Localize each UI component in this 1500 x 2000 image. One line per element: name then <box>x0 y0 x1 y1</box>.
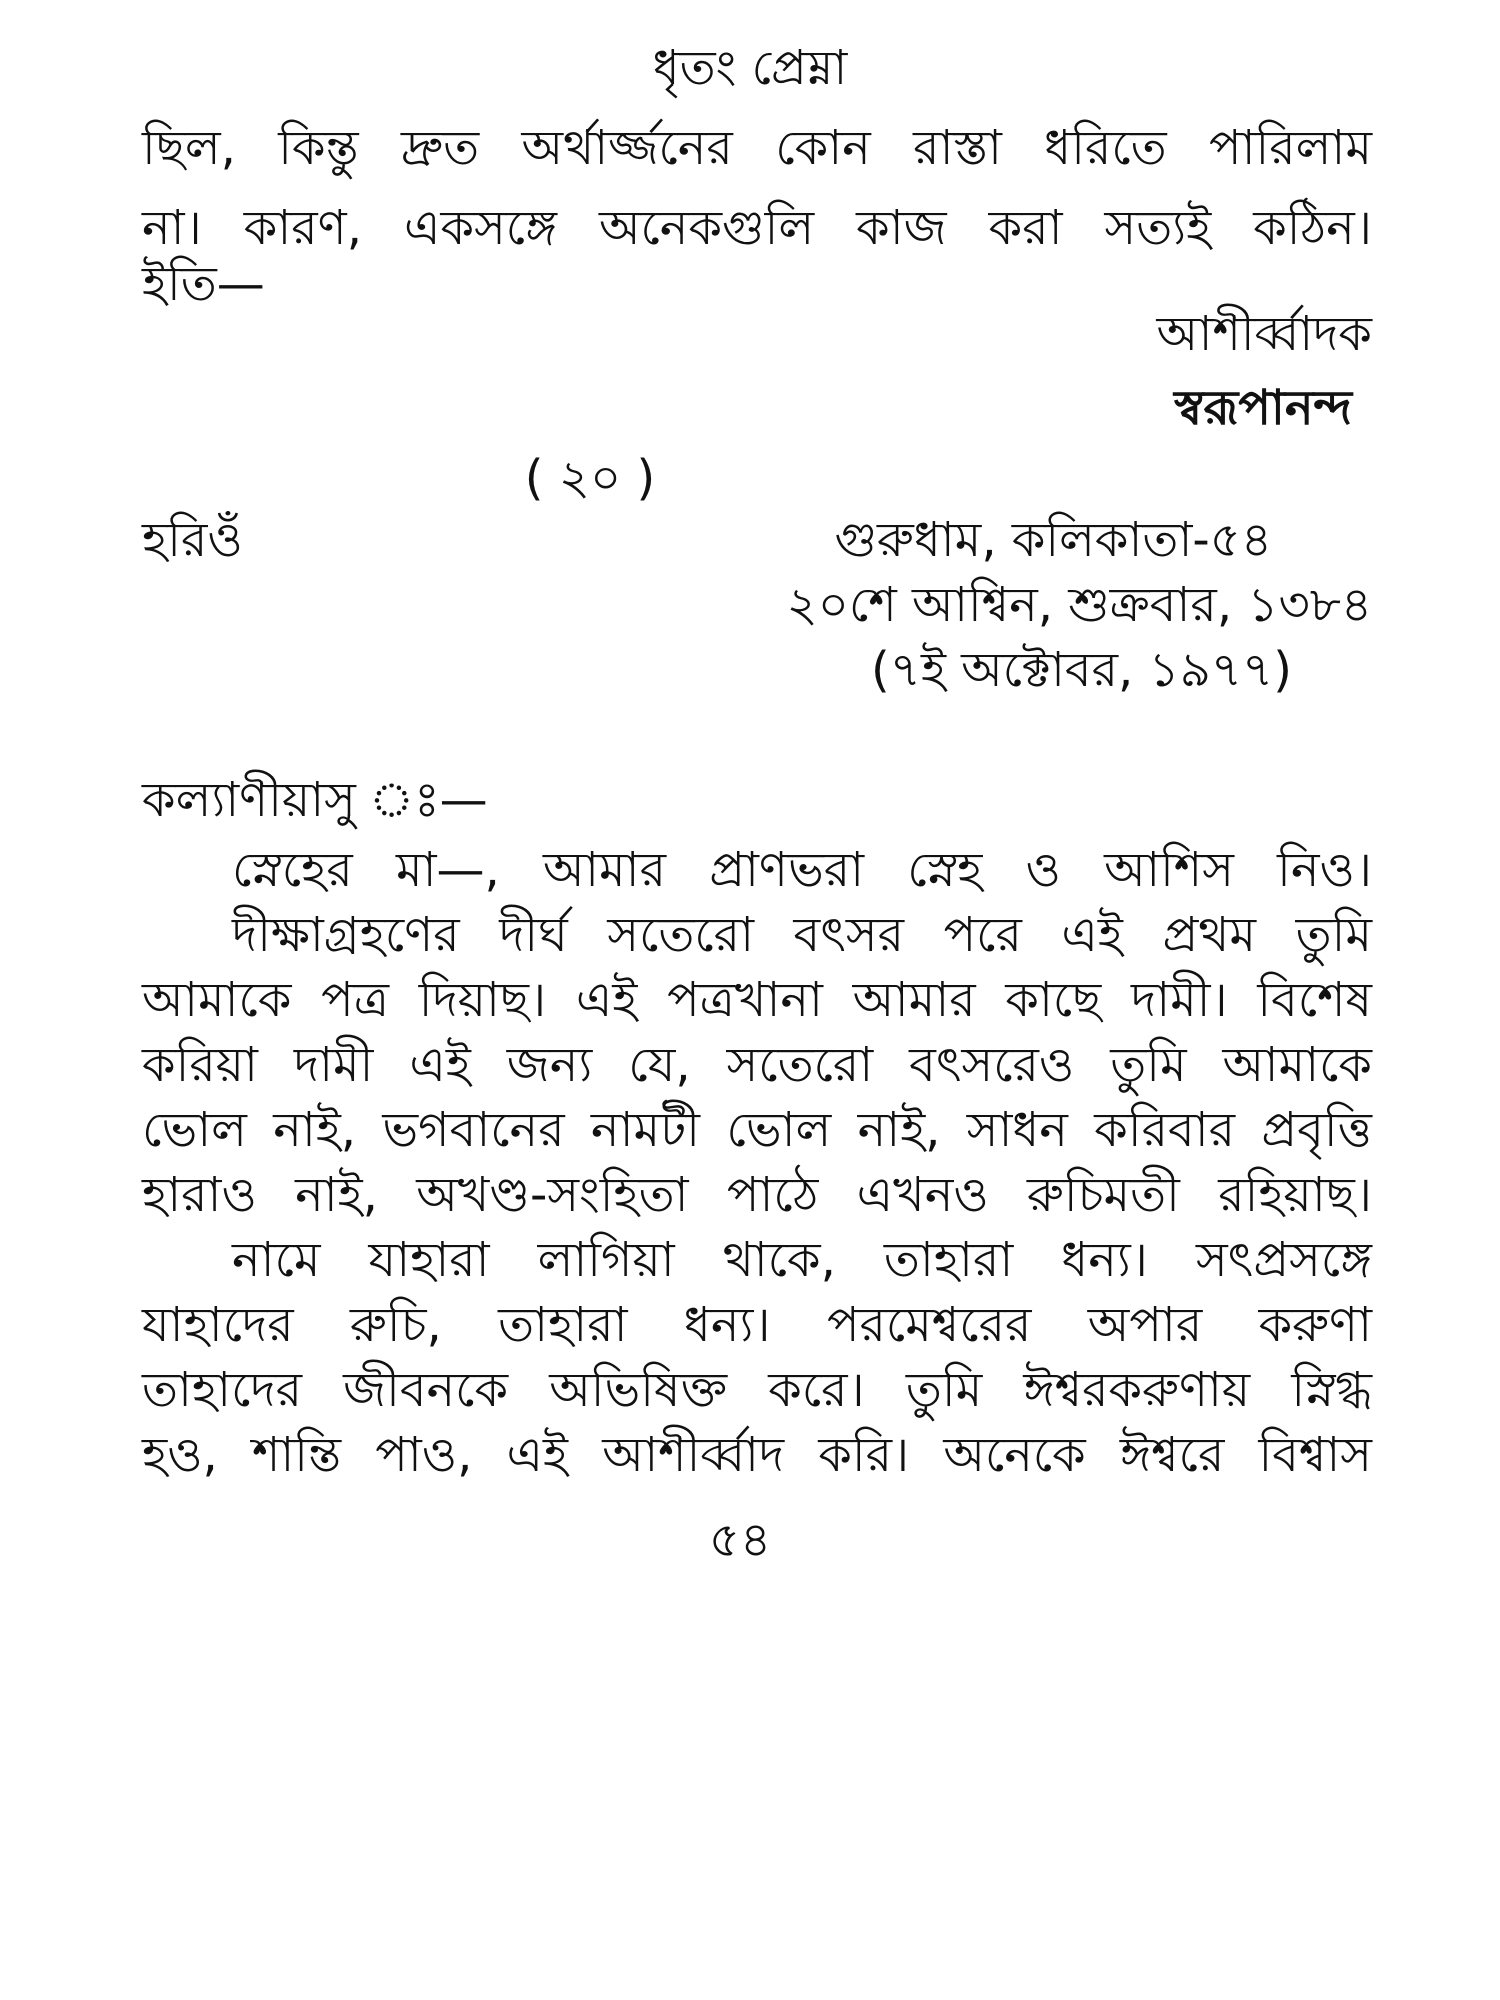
body-line: নামে যাহারা লাগিয়া থাকে, তাহারা ধন্য। সৎপ্রসঙ্গে <box>232 1232 1372 1288</box>
page-number: ৫৪ <box>708 1512 772 1568</box>
text-line: ইতি— <box>142 256 265 312</box>
letter-date-english: (৭ই অক্টোবর, ১৯৭৭) <box>871 642 1292 698</box>
body-line: তাহাদের জীবনকে অভিষিক্ত করে। তুমি ঈশ্বরকরুণায় স্নিগ্ধ <box>142 1362 1372 1418</box>
body-line: স্নেহের মা—, আমার প্রাণভরা স্নেহ ও আশিস নিও। <box>232 842 1372 898</box>
letter-place: গুরুধাম, কলিকাতা-৫৪ <box>834 512 1272 568</box>
body-line: যাহাদের রুচি, তাহারা ধন্য। পরমেশ্বরের অপার করুণা <box>142 1297 1372 1353</box>
letter-date-bengali: ২০শে আশ্বিন, শুক্রবার, ১৩৮৪ <box>786 577 1372 633</box>
text-line: না। কারণ, একসঙ্গে অনেকগুলি কাজ করা সত্যই কঠিন। <box>142 200 1372 256</box>
body-line: হারাও নাই, অখণ্ড-সংহিতা পাঠে এখনও রুচিমতী রহিয়াছ। <box>142 1167 1372 1223</box>
signoff-closing: আশীর্ব্বাদক <box>1156 306 1372 362</box>
body-line: করিয়া দামী এই জন্য যে, সতেরো বৎসরেও তুমি আমাকে <box>142 1037 1372 1093</box>
body-line: ভোল নাই, ভগবানের নামটী ভোল নাই, সাধন করিবার প্রবৃত্তি <box>142 1102 1372 1158</box>
text-line: ছিল, কিন্তু দ্রুত অর্থার্জ্জনের কোন রাস্তা ধরিতে পারিলাম <box>142 120 1372 176</box>
body-line: দীক্ষাগ্রহণের দীর্ঘ সতেরো বৎসর পরে এই প্রথম তুমি <box>232 907 1372 963</box>
salutation-left: হরিওঁ <box>142 512 243 568</box>
signoff-name: স্বরূপানন্দ <box>1174 380 1352 436</box>
addressee: কল্যাণীয়াসু ঃ— <box>142 772 488 828</box>
letter-number: ( ২০ ) <box>524 450 656 506</box>
body-line: হও, শান্তি পাও, এই আশীর্ব্বাদ করি। অনেকে ঈশ্বরে বিশ্বাস <box>142 1427 1372 1483</box>
body-line: আমাকে পত্র দিয়াছ। এই পত্রখানা আমার কাছে দামী। বিশেষ <box>142 972 1372 1028</box>
running-title: ধৃতং প্রেম্না <box>652 40 848 96</box>
